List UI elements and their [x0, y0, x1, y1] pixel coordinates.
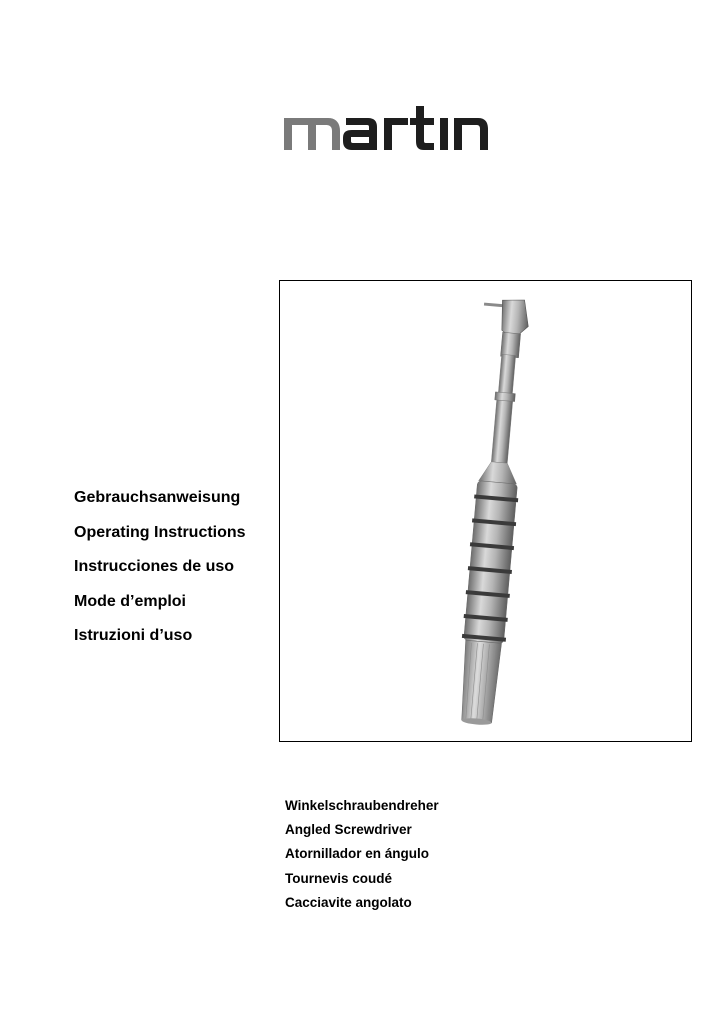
handle-taper — [479, 461, 519, 484]
title-italian: Istruzioni d’uso — [74, 627, 193, 644]
product-name-italian: Cacciavite angolato — [285, 894, 412, 910]
product-names — [285, 797, 439, 918]
title-german: Gebrauchsanweisung — [74, 489, 241, 506]
product-name-french: Tournevis coudé — [285, 870, 393, 886]
product-photo-frame — [279, 280, 692, 742]
logo-letters-artin — [343, 106, 488, 150]
title-french: Mode d’emploi — [74, 592, 186, 610]
angled-screwdriver-illustration — [280, 281, 691, 741]
title-english: Operating Instructions — [74, 523, 246, 541]
logo-letter-m — [284, 118, 340, 150]
martin-logo — [284, 100, 490, 156]
product-name-spanish: Atornillador en ángulo — [285, 846, 429, 862]
title-spanish: Instrucciones de uso — [74, 558, 235, 575]
product-name-german: Winkelschraubendreher — [285, 798, 439, 813]
lower-shaft — [491, 400, 512, 463]
upper-shaft — [498, 354, 515, 395]
document-titles — [74, 487, 246, 660]
neck — [501, 332, 521, 357]
product-name-english: Angled Screwdriver — [285, 822, 412, 838]
